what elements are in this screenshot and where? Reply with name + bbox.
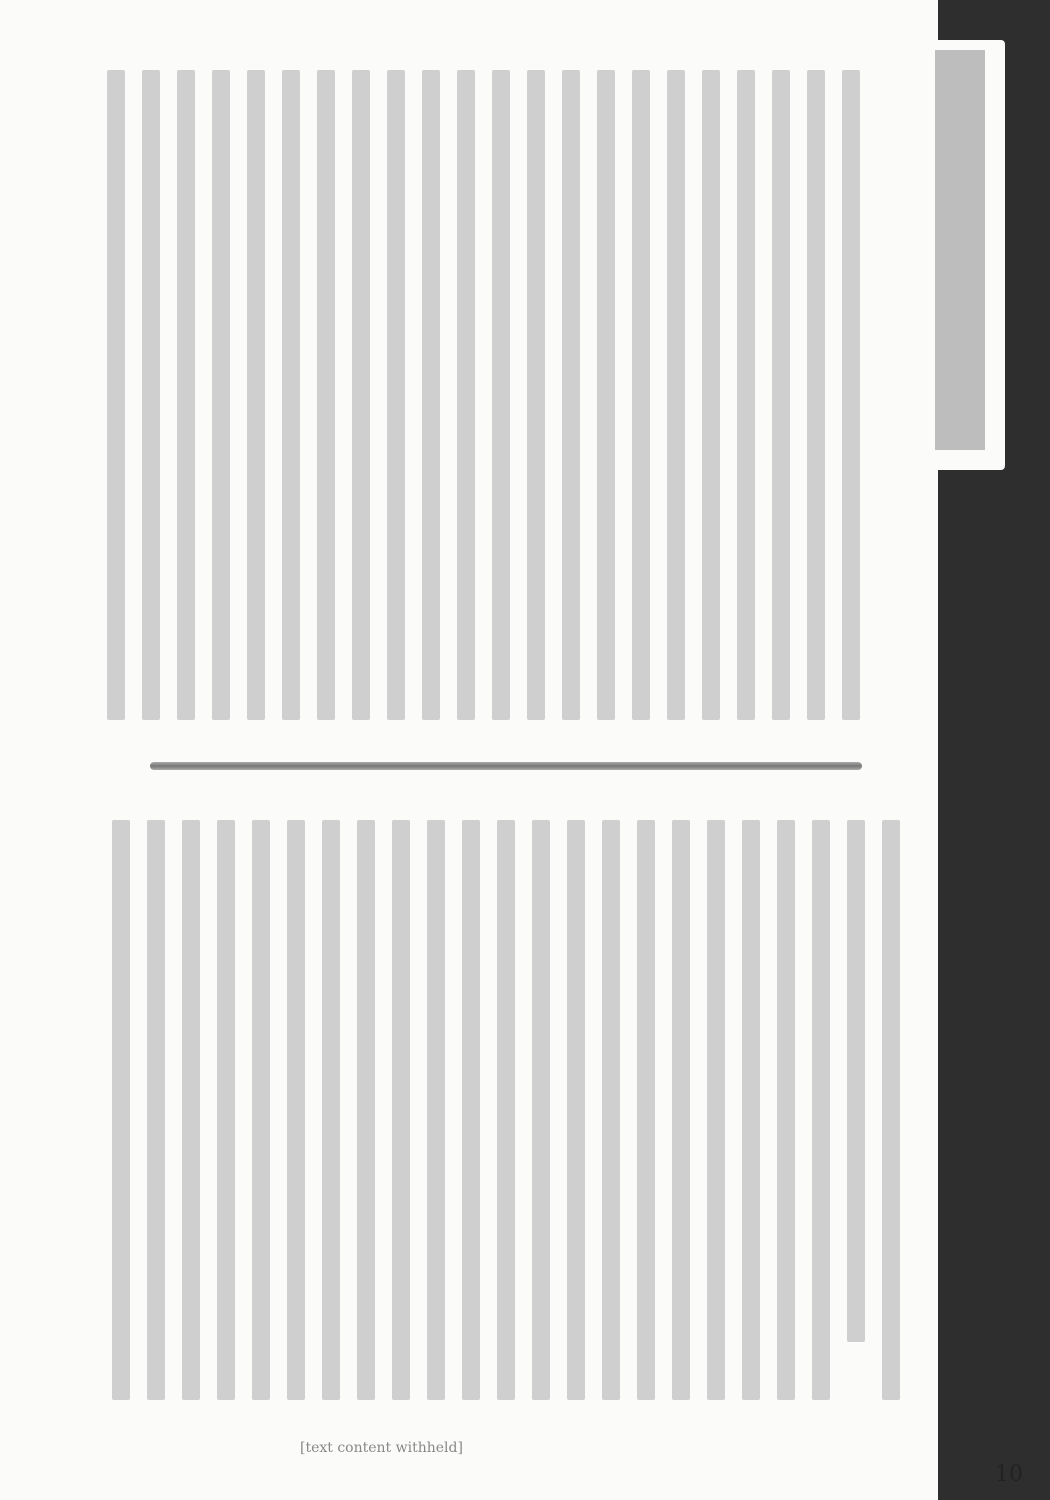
text-column [702, 70, 720, 720]
text-column [812, 820, 830, 1400]
text-column [462, 820, 480, 1400]
text-column [807, 70, 825, 720]
text-column [527, 70, 545, 720]
text-column [492, 70, 510, 720]
text-column [352, 70, 370, 720]
text-column [422, 70, 440, 720]
page-number: 10 [995, 1462, 1023, 1487]
text-column [387, 70, 405, 720]
section-divider [150, 762, 862, 770]
title-placeholder [935, 50, 985, 450]
withheld-notice: [text content withheld] [300, 1440, 463, 1456]
text-column [737, 70, 755, 720]
text-column [282, 70, 300, 720]
text-column [427, 820, 445, 1400]
text-column [217, 820, 235, 1400]
upper-text-block [40, 70, 860, 720]
text-column [637, 820, 655, 1400]
text-column [777, 820, 795, 1400]
text-column [392, 820, 410, 1400]
lower-text-block [40, 820, 900, 1400]
title-area [915, 40, 1005, 470]
text-column [247, 70, 265, 720]
text-column [532, 820, 550, 1400]
page-frame-top [930, 0, 1050, 30]
text-column [772, 70, 790, 720]
text-column [597, 70, 615, 720]
text-column [672, 820, 690, 1400]
text-column [742, 820, 760, 1400]
text-column [457, 70, 475, 720]
text-column [107, 70, 125, 720]
text-column [602, 820, 620, 1400]
text-column [147, 820, 165, 1400]
text-column [707, 820, 725, 1400]
text-column [842, 70, 860, 720]
text-column [317, 70, 335, 720]
text-column [182, 820, 200, 1400]
text-column [357, 820, 375, 1400]
text-column [212, 70, 230, 720]
text-column [252, 820, 270, 1400]
text-column [882, 820, 900, 1400]
text-column [112, 820, 130, 1400]
text-column [667, 70, 685, 720]
text-column [847, 820, 865, 1342]
text-column [322, 820, 340, 1400]
text-column [562, 70, 580, 720]
text-column [497, 820, 515, 1400]
text-column [287, 820, 305, 1400]
text-column [632, 70, 650, 720]
text-column [177, 70, 195, 720]
text-column [142, 70, 160, 720]
text-column [567, 820, 585, 1400]
